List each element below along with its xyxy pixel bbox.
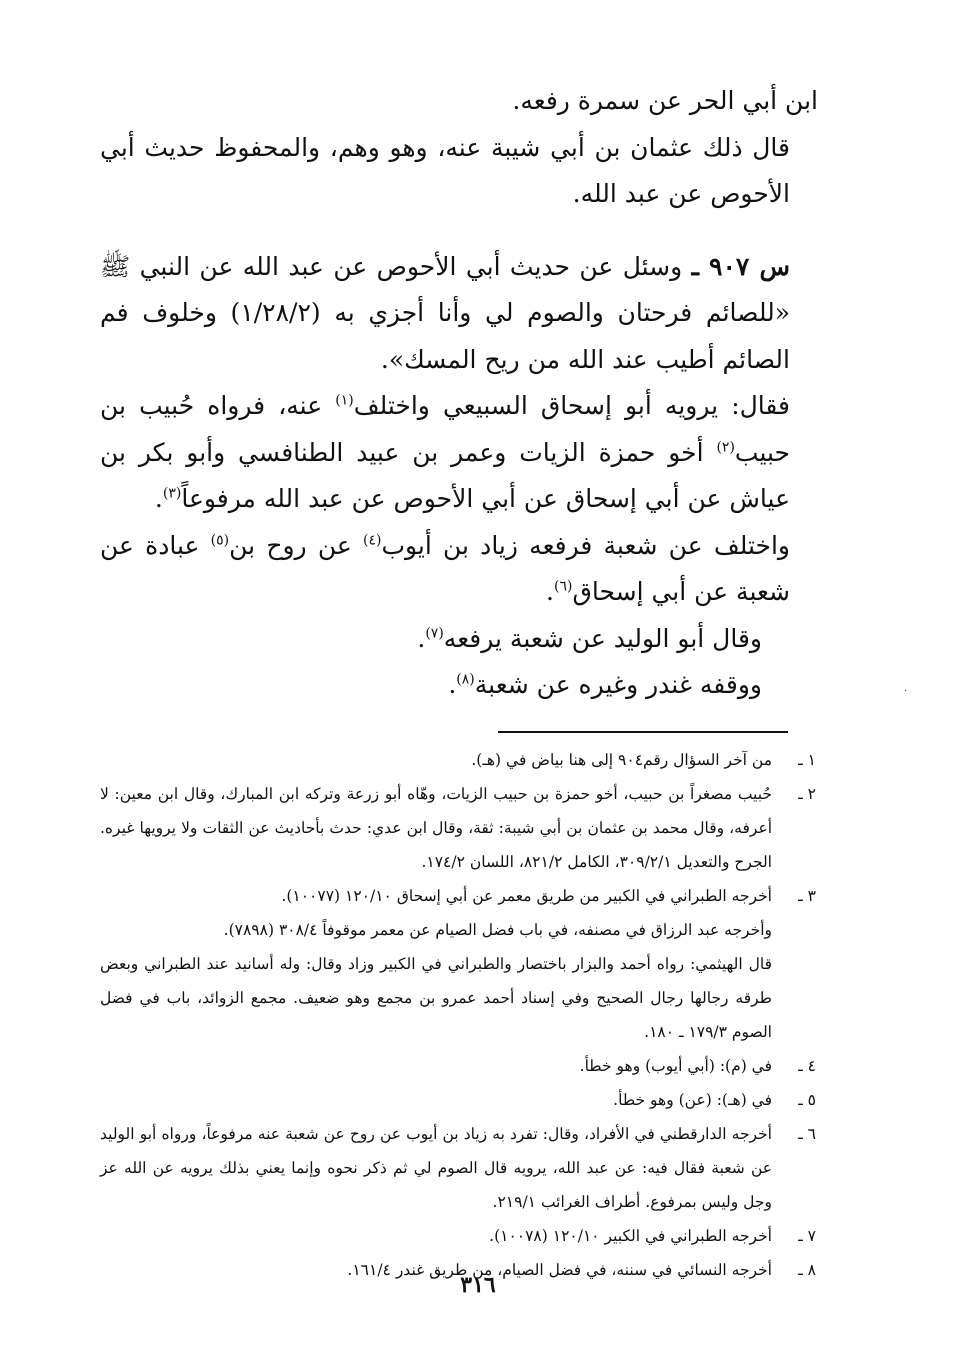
footnote-number: ٤ ـ (798, 1056, 816, 1075)
paragraph-2: قال ذلك عثمان بن أبي شيبة عنه، وهو وهم، والمحفوظ حديث أبي الأحوص عن عبد الله. (100, 132, 790, 208)
ink-speck: · (904, 686, 908, 697)
footnote-text: وأخرجه عبد الرزاق في مصنفه، في باب فضل الصيام عن معمر موقوفاً ٣٠٨/٤ (٧٨٩٨). (223, 920, 772, 939)
answer-text-4: . (154, 484, 163, 513)
footnote-3 (100, 879, 818, 1049)
shuba-text-2: عن روح بن (229, 530, 363, 560)
footnote-6 (100, 1117, 818, 1219)
footnote-number: ٦ ـ (798, 1124, 816, 1143)
footnote-ref-2[interactable]: (٢) (716, 439, 735, 456)
footnote-number: ٧ ـ (798, 1226, 816, 1245)
footnote-text: أخرجه النسائي في سننه، في فضل الصيام، من طريق غندر ١٦١/٤. (347, 1260, 772, 1279)
footnote-ref-1[interactable]: (١) (335, 392, 354, 409)
footnote-ref-3[interactable]: (٣) (162, 485, 182, 502)
footnote-5 (100, 1083, 818, 1117)
footnote-text: في (م): (أبي أيوب) وهو خطأ. (579, 1056, 772, 1075)
footnote-divider (498, 731, 788, 733)
paragraph-1: ابن أبي الحر عن سمرة رفعه. (512, 86, 818, 115)
footnote-text: أخرجه الدارقطني في الأفراد، وقال: تفرد به زياد بن أيوب عن روح عن شعبة عنه مرفوعاً، ورواه أبو الوليد عن شعبة فقال فيه: عن عبد الله، يرويه قال الصوم لي ثم ذكر نحوه وإنما يعني بذلك يرويه عن الله عز وجل وليس بمرفوع. أطراف الغرائب ٢١٩/١. (100, 1124, 772, 1211)
main-text (100, 78, 818, 709)
footnote-number: ٥ ـ (798, 1090, 816, 1109)
answer-text-2: عنه، فرواه حُبيب بن حبيب (100, 391, 790, 467)
footnote-text: في (هـ): (عن) وهو خطأ. (613, 1090, 772, 1109)
shuba-text-4: . (546, 577, 554, 606)
footnote-ref-5[interactable]: (٥) (210, 532, 230, 549)
abu-walid-end: . (417, 623, 426, 653)
paragraph-answer (100, 383, 818, 523)
footnote-text: أخرجه الطبراني في الكبير ١٢٠/١٠ (١٠٠٧٨). (489, 1226, 772, 1245)
shuba-text-1: واختلف عن شعبة فرفعه زياد بن أيوب (381, 530, 791, 560)
footnotes (100, 743, 818, 1287)
ghundar-end: . (448, 670, 457, 699)
answer-text-1: فقال: يرويه أبو إسحاق السبيعي واختلف (353, 391, 790, 420)
question-number: س ٩٠٧ ـ (691, 251, 790, 281)
footnote-2 (100, 777, 818, 879)
paragraph-ghundar (100, 662, 818, 709)
answer-text-3: أخو حمزة الزيات وعمر بن عبيد الطنافسي وأبو بكر بن عياش عن أبي إسحاق عن أبي الأحوص عن عبد الله مرفوعاً (100, 437, 790, 513)
paragraph-abu-walid (100, 616, 818, 663)
footnote-text: قال الهيثمي: رواه أحمد والبزار باختصار والطبراني في الكبير وزاد وقال: وله أسانيد عند الطبراني وبعض طرقه رجالها رجال الصحيح وفي إسناد أحمد عمرو بن مجمع وهو ضعيف. مجمع الزوائد، باب في فضل الصوم ١٧٩/٣ ـ ١٨٠. (100, 954, 772, 1041)
footnote-1 (100, 743, 818, 777)
paragraph-shuba (100, 523, 818, 616)
footnote-number: ٢ ـ (798, 784, 816, 803)
footnote-number: ٣ ـ (798, 886, 816, 905)
page-number: ٣١٦ (460, 1272, 496, 1298)
footnote-number: ١ ـ (798, 750, 816, 769)
footnote-ref-7[interactable]: (٧) (425, 625, 444, 642)
footnote-ref-4[interactable]: (٤) (362, 532, 382, 549)
footnote-number: ٨ ـ (798, 1260, 816, 1279)
abu-walid-text: وقال أبو الوليد عن شعبة يرفعه (443, 623, 762, 653)
footnote-text: أخرجه الطبراني في الكبير من طريق معمر عن أبي إسحاق ١٢٠/١٠ (١٠٠٧٧). (281, 886, 772, 905)
question-paragraph (100, 244, 818, 384)
question-text: وسئل عن حديث أبي الأحوص عن عبد الله عن النبي ﷺ «للصائم فرحتان والصوم لي وأنا أجزي به (١/٢٨/٢) وخلوف فم الصائم أطيب عند الله من ريح المسك». (100, 251, 791, 374)
footnote-ref-6[interactable]: (٦) (554, 578, 573, 595)
footnote-7 (100, 1219, 818, 1253)
footnote-4 (100, 1049, 818, 1083)
footnote-text: حُبيب مصغراً بن حبيب، أخو حمزة بن حبيب الزيات، وهّاه أبو زرعة وتركه ابن المبارك، وقال ابن معين: لا أعرفه، وقال محمد بن عثمان بن أبي شيبة: ثقة، وقال ابن عدي: حدث بأحاديث عن الثقات ولا يرويها غيره. الجرح والتعديل ٣٠٩/٢/١، الكامل ٨٢١/٢، اللسان ١٧٤/٢. (100, 784, 772, 871)
footnote-ref-8[interactable]: (٨) (456, 671, 475, 688)
ghundar-text: ووقفه غندر وغيره عن شعبة (474, 670, 762, 699)
footnote-text: من آخر السؤال رقم٩٠٤ إلى هنا بياض في (هـ). (471, 750, 772, 769)
shuba-text-3: عبادة عن شعبة عن أبي إسحاق (100, 530, 790, 606)
